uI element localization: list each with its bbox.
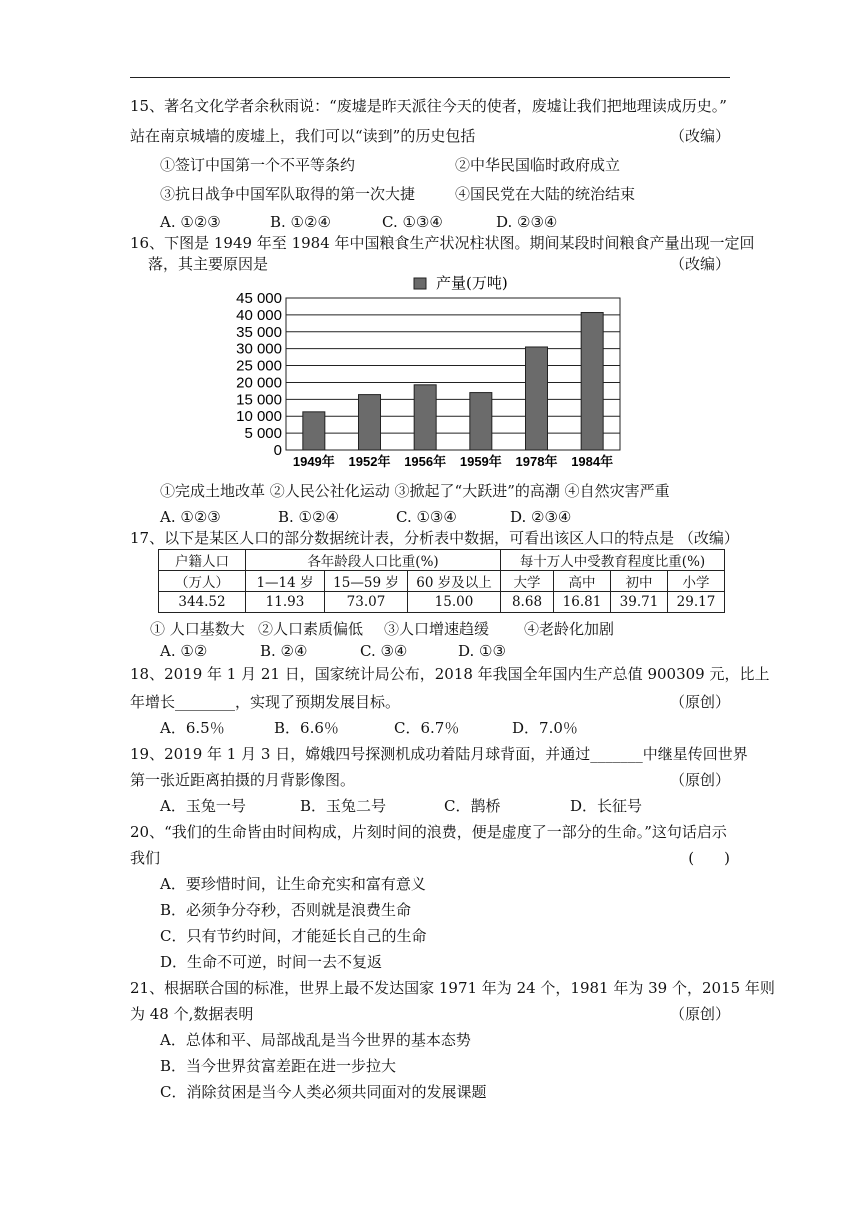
- q18-option-b[interactable]: B．6.6％: [274, 719, 339, 737]
- q16-items: ①完成土地改革 ②人民公社化运动 ③掀起了“大跃进”的高潮 ④自然灾害严重: [160, 482, 670, 500]
- q17-items: [150, 619, 614, 639]
- x-tick-label: 1949年: [292, 454, 335, 469]
- y-tick-label: 45 000: [236, 290, 282, 307]
- q20-option-b[interactable]: B．必须争分夺秒，否则就是浪费生命: [160, 901, 412, 919]
- q20-stem-line2: 我们: [130, 849, 161, 867]
- q21-source-tag: （原创）: [669, 1005, 730, 1023]
- q17-item-4: ④老龄化加剧: [524, 620, 615, 638]
- q16-stem-line1: 16、下图是 1949 年至 1984 年中国粮食生产状况柱状图。期间某段时间粮食产量出现一定回: [130, 234, 755, 252]
- q20-option-c[interactable]: C．只有节约时间，才能延长自己的生命: [160, 927, 427, 945]
- y-tick-label: 30 000: [236, 340, 282, 358]
- q16-source-tag: （改编）: [669, 255, 730, 273]
- q17-option-a[interactable]: A. ①②: [160, 642, 208, 660]
- bar: [526, 347, 548, 450]
- q20-option-d[interactable]: D．生命不可逆，时间一去不复返: [160, 953, 383, 971]
- legend-label: 产量(万吨): [436, 274, 508, 292]
- population-table: [158, 549, 725, 613]
- q21-stem-line1: 21、根据联合国的标准，世界上最不发达国家 1971 年为 24 个，1981 年为 39 个，2015 年则: [130, 979, 775, 997]
- x-tick-label: 1956年: [404, 454, 447, 469]
- table-header-population: 户籍人口: [159, 550, 246, 571]
- q21-option-c[interactable]: C．消除贫困是当今人类必须共同面对的发展课题: [160, 1083, 487, 1101]
- q16-option-d[interactable]: D. ②③④: [510, 508, 572, 526]
- y-tick-label: 35 000: [236, 323, 282, 341]
- plot-frame: [286, 298, 620, 450]
- table-subheader: 60 岁及以上: [408, 571, 501, 592]
- q15-option-b[interactable]: B. ①②④: [270, 213, 331, 231]
- table-cell: 73.07: [325, 592, 408, 613]
- q19-options: [160, 796, 642, 816]
- q18-source-tag: （原创）: [669, 693, 730, 711]
- q21-option-b[interactable]: B．当今世界贫富差距在进一步拉大: [160, 1057, 397, 1075]
- table-cell: 39.71: [611, 592, 668, 613]
- q18-option-c[interactable]: C．6.7％: [394, 719, 460, 737]
- q18-option-a[interactable]: A．6.5％: [160, 719, 225, 737]
- table-header-age: 各年龄段人口比重(%): [246, 550, 501, 571]
- q21-option-a[interactable]: A．总体和平、局部战乱是当今世界的基本态势: [160, 1031, 471, 1049]
- q18-stem-line1: 18、2019 年 1 月 21 日，国家统计局公布，2018 年我国全年国内生产总值 900309 元，比上: [130, 665, 770, 683]
- q18-stem-line2: 年增长________，实现了预期发展目标。: [130, 693, 401, 711]
- q17-stem: 17、以下是某区人口的部分数据统计表，分析表中数据，可看出该区人口的特点是 （改编）: [130, 529, 739, 547]
- table-cell: 29.17: [668, 592, 725, 613]
- q18-option-d[interactable]: D．7.0％: [512, 719, 578, 737]
- table-subheader: 1—14 岁: [246, 571, 325, 592]
- q17-option-d[interactable]: D. ①③: [458, 642, 506, 660]
- q15-option-c[interactable]: C. ①③④: [382, 213, 443, 231]
- x-tick-label: 1952年: [348, 454, 391, 469]
- table-cell: 16.81: [554, 592, 611, 613]
- q15-stem-line1: 15、著名文化学者余秋雨说：“废墟是昨天派往今天的使者，废墟让我们把地理读成历史。”: [130, 97, 727, 115]
- q17-option-b[interactable]: B. ②④: [260, 642, 308, 660]
- y-tick-label: 25 000: [236, 357, 282, 375]
- y-tick-label: 5 000: [244, 425, 282, 443]
- q16-option-b[interactable]: B. ①②④: [278, 508, 339, 526]
- table-subheader: 大学: [501, 571, 554, 592]
- q15-item-2: ②中华民国临时政府成立: [455, 156, 621, 174]
- grain-production-bar-chart: [228, 270, 628, 470]
- q19-source-tag: （原创）: [669, 771, 730, 789]
- table-subheader: 高中: [554, 571, 611, 592]
- table-subheader: 15—59 岁: [325, 571, 408, 592]
- table-header-education: 每十万人中受教育程度比重(%): [501, 550, 725, 571]
- y-tick-label: 15 000: [236, 391, 282, 409]
- bar: [303, 412, 325, 450]
- q16-option-c[interactable]: C. ①③④: [396, 508, 457, 526]
- bar: [581, 313, 603, 450]
- q15-stem-line2: 站在南京城墙的废墟上，我们可以“读到”的历史包括: [130, 127, 476, 145]
- q19-stem-line2: 第一张近距离拍摄的月背影像图。: [130, 771, 356, 789]
- q19-option-d[interactable]: D．长征号: [570, 797, 643, 815]
- table-subheader: 小学: [668, 571, 725, 592]
- x-tick-label: 1984年: [571, 454, 614, 469]
- table-subheader: 初中: [611, 571, 668, 592]
- legend-swatch: [414, 278, 426, 289]
- q17-item-1: ① 人口基数大: [150, 620, 245, 638]
- q17-item-3: ③人口增速趋缓: [384, 620, 490, 638]
- q15-option-d[interactable]: D. ②③④: [496, 213, 558, 231]
- table-cell: 344.52: [159, 592, 246, 613]
- q17-item-2: ②人口素质偏低: [258, 620, 364, 638]
- y-tick-label: 10 000: [236, 408, 282, 426]
- q16-option-a[interactable]: A. ①②③: [160, 508, 221, 526]
- x-tick-label: 1978年: [515, 454, 558, 469]
- y-tick-label: 20 000: [236, 374, 282, 392]
- x-tick-label: 1959年: [459, 454, 502, 469]
- table-cell: 8.68: [501, 592, 554, 613]
- q19-option-c[interactable]: C．鹊桥: [444, 797, 501, 815]
- q19-stem-line1: 19、2019 年 1 月 3 日，嫦娥四号探测机成功着陆月球背面，并通过_______中继星传回世界: [130, 745, 748, 763]
- q18-options: [160, 718, 578, 738]
- q19-option-b[interactable]: B．玉兔二号: [300, 797, 387, 815]
- q15-item-1: ①签订中国第一个不平等条约: [160, 156, 356, 174]
- q20-option-a[interactable]: A．要珍惜时间，让生命充实和富有意义: [160, 875, 426, 893]
- header-rule: [130, 77, 730, 78]
- q15-item-3: ③抗日战争中国军队取得的第一次大捷: [160, 185, 416, 203]
- bar: [414, 385, 436, 450]
- q21-stem-line2: 为 48 个,数据表明: [130, 1005, 254, 1023]
- table-cell: 15.00: [408, 592, 501, 613]
- y-tick-label: 40 000: [236, 306, 282, 324]
- q17-options: [160, 641, 506, 661]
- y-tick-label: 0: [273, 442, 282, 459]
- table-header-population-unit: （万人）: [159, 571, 246, 592]
- bar: [359, 395, 381, 450]
- q15-item-4: ④国民党在大陆的统治结束: [455, 185, 636, 203]
- q15-option-a[interactable]: A. ①②③: [160, 213, 221, 231]
- q17-option-c[interactable]: C. ③④: [360, 642, 408, 660]
- q16-options: [160, 507, 571, 527]
- q16-stem-line2: 落，其主要原因是: [148, 255, 269, 273]
- q15-source-tag: （改编）: [669, 127, 730, 145]
- q20-stem-line1: 20、“我们的生命皆由时间构成，片刻时间的浪费，便是虚度了一部分的生命。”这句话启示: [130, 823, 727, 841]
- q20-answer-bracket: ( ): [688, 849, 730, 867]
- bar: [470, 393, 492, 450]
- table-cell: 11.93: [246, 592, 325, 613]
- q19-option-a[interactable]: A．玉兔一号: [160, 797, 246, 815]
- q15-options: [160, 212, 557, 232]
